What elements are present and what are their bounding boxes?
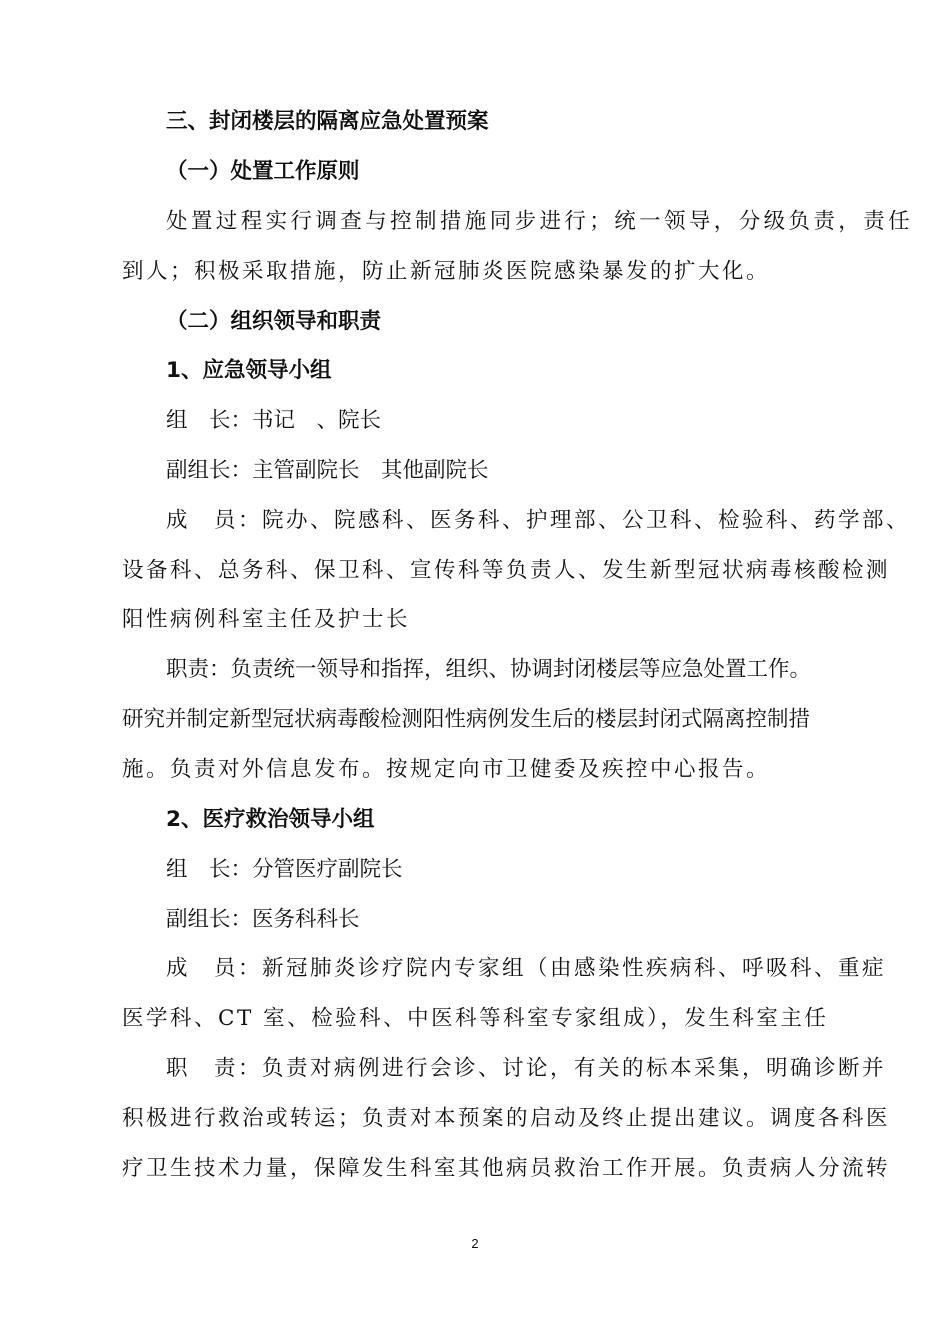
group-duty: 积极进行救治或转运；负责对本预案的启动及终止提出建议。调度各科医 [122,1106,891,1131]
group-members: 设备科、总务科、保卫科、宣传科等负责人、发生新型冠状病毒核酸检测 [122,558,891,583]
group-duty: 职 责：负责对病例进行会诊、讨论，有关的标本采集，明确诊断并 [166,1056,887,1081]
group-deputy: 副组长：医务科科长 [166,907,360,932]
section-heading: 三、封闭楼层的隔离应急处置预案 [166,109,489,134]
paragraph-line: 到人；积极采取措施，防止新冠肺炎医院感染暴发的扩大化。 [122,259,771,284]
group-members: 医学科、CT 室、检验科、中医科等科室专家组成），发生科室主任 [122,1006,829,1031]
group-members: 阳性病例科室主任及护士长 [122,607,411,632]
subsection-title-organization: （二）组织领导和职责 [166,309,382,334]
group-duty: 研究并制定新型冠状病毒酸检测阳性病例发生后的楼层封闭式隔离控制措 [122,707,811,732]
subsection-title-principles: （一）处置工作原则 [166,159,360,184]
group-deputy: 副组长：主管副院长 其他副院长 [166,458,489,483]
group-duty: 疗卫生技术力量，保障发生科室其他病员救治工作开展。负责病人分流转 [122,1156,891,1181]
group-title-medical: 2、医疗救治领导小组 [166,807,375,832]
group-leader: 组 长：书记 、院长 [166,408,382,433]
page-number: 2 [471,1236,479,1251]
group-duty: 职责：负责统一领导和指挥，组织、协调封闭楼层等应急处置工作。 [166,657,812,682]
paragraph-line: 处置过程实行调查与控制措施同步进行；统一领导，分级负责，责任 [166,209,914,234]
group-members: 成 员：新冠肺炎诊疗院内专家组（由感染性疾病科、呼吸科、重症 [166,956,887,981]
group-duty: 施。负责对外信息发布。按规定向市卫健委及疾控中心报告。 [122,757,771,782]
group-title-emergency: 1、应急领导小组 [166,358,332,383]
group-leader: 组 长：分管医疗副院长 [166,857,403,882]
group-members: 成 员：院办、院感科、医务科、护理部、公卫科、检验科、药学部、 [166,508,911,533]
